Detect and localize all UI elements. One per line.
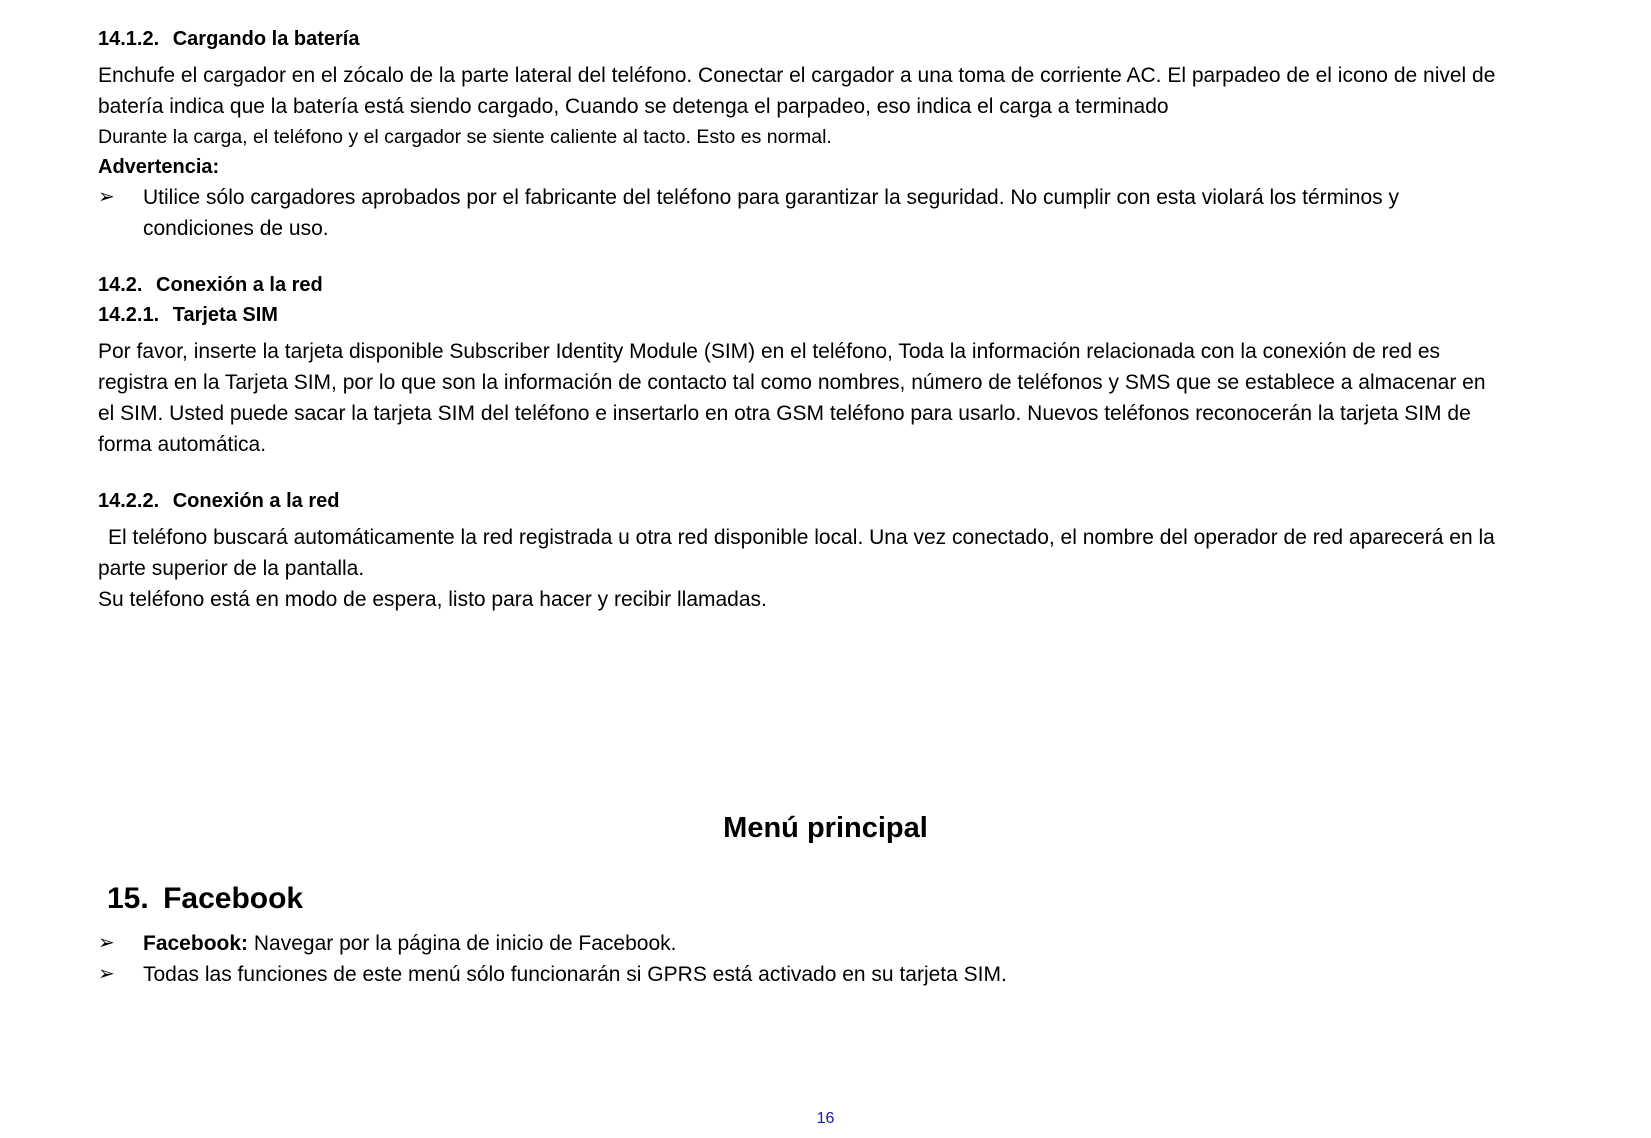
facebook-item-text: Navegar por la página de inicio de Facebook.	[248, 932, 677, 955]
heading-number: 15.	[107, 882, 149, 915]
charging-paragraph-line-1: Enchufe el cargador en el zócalo de la parte lateral del teléfono. Conectar el cargador a una toma de corriente AC. El parpadeo de el icono de nivel de	[98, 64, 1496, 87]
heading-title: Facebook	[163, 882, 304, 915]
list-item	[98, 182, 1578, 244]
charging-paragraph-line-2: batería indica que la batería está siendo cargado, Cuando se detenga el parpadeo, eso indica el carga a terminado	[98, 95, 1169, 118]
heading-number: 14.2.	[98, 274, 143, 296]
bullet-arrow-icon: ➢	[98, 932, 115, 954]
heading-number: 14.2.1.	[98, 304, 160, 326]
main-menu-title: Menú principal	[723, 812, 928, 844]
sim-paragraph-line-2: registra en la Tarjeta SIM, por lo que son la información de contacto tal como nombres, número de teléfonos y SMS que se establece a almacenar en	[98, 371, 1486, 394]
page-content	[98, 24, 1578, 615]
list-item	[98, 959, 1578, 990]
heading-title: Tarjeta SIM	[172, 304, 278, 326]
facebook-bold-label: Facebook:	[143, 932, 249, 955]
heading-14-2-2	[98, 486, 1578, 516]
heading-title: Conexión a la red	[156, 274, 323, 296]
warning-text-line-2: condiciones de uso.	[143, 217, 329, 240]
heading-15-facebook	[107, 882, 303, 916]
heading-14-2	[98, 270, 1578, 300]
heading-14-2-1	[98, 300, 1578, 330]
warning-list	[98, 182, 1578, 244]
list-item	[98, 928, 1578, 959]
heading-title: Conexión a la red	[172, 490, 340, 512]
heading-number: 14.2.2.	[98, 490, 160, 512]
warning-text-line-1: Utilice sólo cargadores aprobados por el fabricante del teléfono para garantizar la seguridad. No cumplir con esta violará los términos y	[143, 186, 1400, 209]
charging-note: Durante la carga, el teléfono y el cargador se siente caliente al tacto. Esto es normal.	[98, 126, 832, 148]
heading-title: Cargando la batería	[172, 28, 360, 50]
bullet-arrow-icon: ➢	[98, 186, 115, 208]
sim-paragraph-line-1: Por favor, inserte la tarjeta disponible Subscriber Identity Module (SIM) en el teléfono, Toda la información relacionada con la conexión de red es	[98, 340, 1441, 363]
facebook-list-container	[98, 928, 1578, 990]
warning-label: Advertencia:	[98, 156, 220, 178]
facebook-list	[98, 928, 1578, 990]
heading-14-1-2	[98, 24, 1578, 54]
sim-paragraph-line-4: forma automática.	[98, 433, 267, 456]
page-number: 16	[816, 1110, 835, 1127]
sim-paragraph-line-3: el SIM. Usted puede sacar la tarjeta SIM del teléfono e insertarlo en otra GSM teléfono para usarlo. Nuevos teléfonos reconocerán la tarjeta SIM de	[98, 402, 1471, 425]
gprs-note-text: Todas las funciones de este menú sólo funcionarán si GPRS está activado en su tarjeta SIM.	[143, 963, 1007, 986]
heading-number: 14.1.2.	[98, 28, 160, 50]
network-paragraph-line-2: parte superior de la pantalla.	[98, 557, 365, 580]
network-paragraph-line-3: Su teléfono está en modo de espera, listo para hacer y recibir llamadas.	[98, 588, 767, 611]
bullet-arrow-icon: ➢	[98, 963, 115, 985]
network-paragraph-line-1: El teléfono buscará automáticamente la red registrada u otra red disponible local. Una vez conectado, el nombre del operador de red aparecerá en la	[108, 526, 1495, 549]
